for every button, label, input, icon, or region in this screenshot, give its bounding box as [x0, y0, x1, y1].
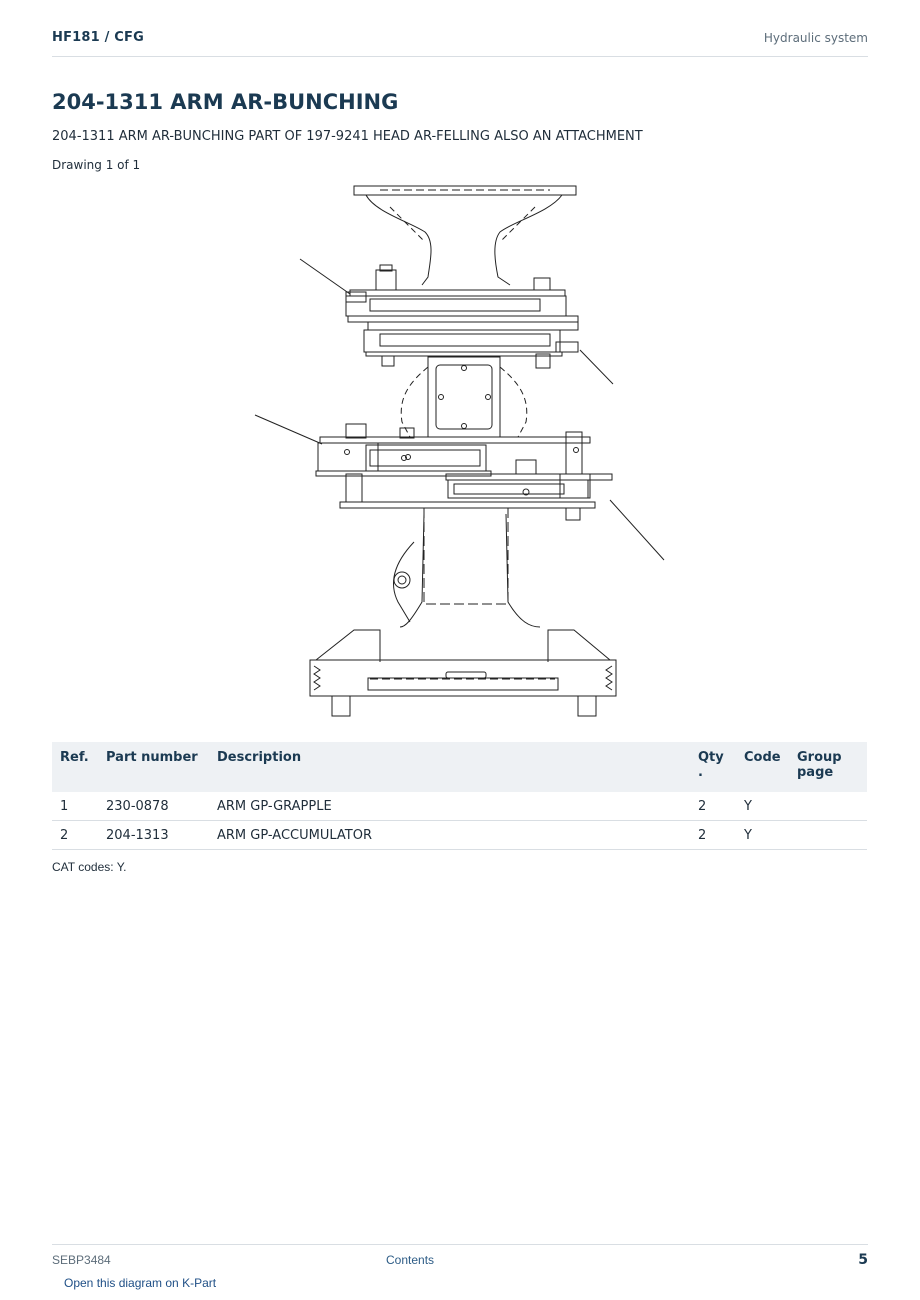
table-row — [52, 821, 867, 850]
middle-arm-plates — [316, 424, 612, 520]
page-header — [52, 28, 868, 57]
parts-table — [52, 742, 867, 850]
page-number: 5 — [858, 1252, 868, 1268]
page-title: 204-1311 ARM AR-BUNCHING — [52, 90, 399, 114]
model-label: HF181 / CFG — [52, 30, 144, 45]
footer-divider — [52, 1244, 868, 1245]
cell-qty: 2 — [690, 821, 736, 850]
cat-codes-note: CAT codes: Y. — [52, 860, 127, 874]
center-column — [401, 357, 527, 437]
header-part-number: Part number — [98, 742, 209, 792]
bottom-frame — [310, 630, 616, 716]
table-row — [52, 792, 867, 821]
cell-code: Y — [736, 792, 789, 821]
kpart-link[interactable]: Open this diagram on K-Part — [64, 1276, 217, 1290]
header-group-page: Group page — [789, 742, 867, 792]
drawing-label: Drawing 1 of 1 — [52, 158, 141, 172]
upper-plates — [346, 265, 578, 368]
cell-ref: 1 — [52, 792, 98, 821]
cell-group-page — [789, 792, 867, 821]
lower-column — [393, 508, 540, 627]
header-qty: Qty . — [690, 742, 736, 792]
cell-qty: 2 — [690, 792, 736, 821]
cell-description: ARM GP-ACCUMULATOR — [209, 821, 690, 850]
contents-link[interactable]: Contents — [386, 1253, 435, 1267]
footer-doc-number: SEBP3484 — [52, 1253, 111, 1267]
cell-ref: 2 — [52, 821, 98, 850]
parts-diagram — [250, 182, 670, 717]
cell-group-page — [789, 821, 867, 850]
table-header-row — [52, 742, 867, 792]
cell-description: ARM GP-GRAPPLE — [209, 792, 690, 821]
header-code: Code — [736, 742, 789, 792]
cell-part-number: 204-1313 — [98, 821, 209, 850]
cell-part-number: 230-0878 — [98, 792, 209, 821]
cell-code: Y — [736, 821, 789, 850]
page-subtitle: 204-1311 ARM AR-BUNCHING PART OF 197-9241 HEAD AR-FELLING ALSO AN ATTACHMENT — [52, 129, 643, 144]
section-label: Hydraulic system — [763, 31, 868, 45]
leader-lines — [255, 259, 664, 560]
header-description: Description — [209, 742, 690, 792]
header-ref: Ref. — [52, 742, 98, 792]
